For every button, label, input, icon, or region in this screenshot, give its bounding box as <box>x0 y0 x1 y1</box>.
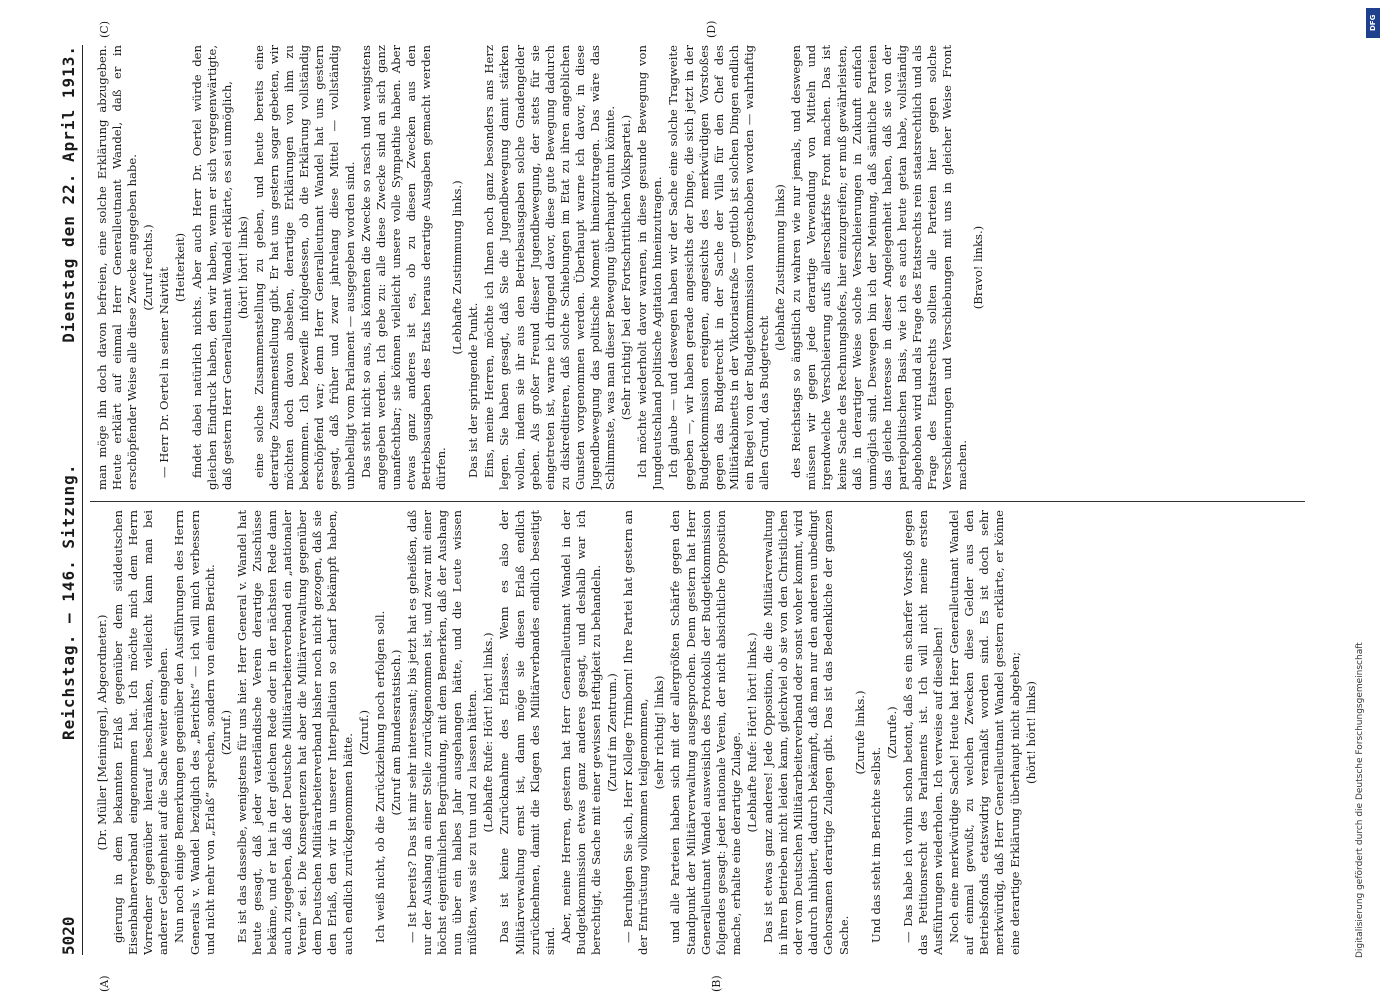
paragraph: (sehr richtig! links) <box>652 675 667 790</box>
paragraph: (Zurufe links.) <box>852 690 867 775</box>
paragraph: (lebhafte Zustimmung links) <box>773 184 788 351</box>
margin-letter-c: (C) <box>98 21 111 38</box>
session-title: Reichstag. — 146. Sitzung. <box>59 463 78 740</box>
paragraph: und alle Parteien haben sich mit der allergrößten Schärfe gegen den Standpunkt der Militärverwaltung ausgesprochen. Denn gestern hat Herr Generalleutnant Wandel ausweislich des Protokolls der Budgetkommission folgendes gesagt: jeder nationale Verein, der nicht absichtliche Opposition mache, erhalte eine derartige Zulage. <box>668 510 743 955</box>
page-header <box>50 45 83 955</box>
dfg-logo: DFG <box>1366 8 1380 38</box>
paragraph: (Zurufe.) <box>884 706 899 759</box>
paragraph: des Reichstags so ängstlich zu wahren wie nur jemals, und deswegen müssen wir gegen jede derartige Verwendung von Mitteln und irgendwelche Verschleierung aufs allerschärfste Front machen. Das ist keine Sache des Rechnungshofes, hier einzugreifen; er muß gewährleisten, daß in derartiger Weise solche Verschleierungen in Zukunft einfach unmöglich sind. Deswegen bin ich der Meinung, daß sämtliche Parteien das gleiche Interesse in dieser Angelegenheit haben, daß sie von der parteipolitischen Basis, wie ich es auch heute getan habe, vollständig abgehoben wird und als Frage des Etatsrechts rein staatsrechtlich und als Frage des Etatsrechts sollten alle Parteien hier gegen solche Verschleierungen und Verschiebungen mit uns in gleicher Weise Front machen. <box>789 45 970 490</box>
session-date: Dienstag den 22. April 1913. <box>59 45 78 343</box>
paragraph: gierung in dem bekannten Erlaß gegenüber dem süddeutschen Eisenbahnerverband eingenommen hat. Ich möchte mich dem Herrn Vorredner gegenüber hierauf beschränken, vielleicht kann man bei anderer Gelegenheit auf die Sache weiter eingehen. <box>111 510 171 955</box>
paragraph: — Beruhigen Sie sich, Herr Kollege Trimborn! Ihre Partei hat gestern an der Entrüstung vollkommen teilgenommen, <box>621 510 651 955</box>
paragraph: Ich weiß nicht, ob die Zurückziehung noch erfolgen soll. <box>372 610 387 943</box>
paragraph: man möge ihn doch davon befreien, eine solche Erklärung abzugeben. Heute erklärt auf einmal Herr Generalleutnant Wandel, daß er in erschöpfender Weise alle diese Zwecke angegeben habe. <box>95 45 140 490</box>
paragraph: Ich glaube — und deswegen haben wir der Sache eine solche Tragweite gegeben —, wir haben gerade angesichts der Dinge, die sich jetzt in der Budgetkommission ereignen, angesichts des merkwürdigen Vorstoßes gegen das Budgetrecht in der Sache der Villa für den Chef des Militärkabinetts in der Viktoriastraße — gottlob ist solchen Dingen endlich ein Riegel von der Budgetkommission vorgeschoben worden — wahrhaftig allen Grund, das Budgetrecht <box>666 45 772 490</box>
paragraph: Noch eine merkwürdige Sache! Heute hat Herr Generalleutnant Wandel auf einmal gewußt, zu welchen Zwecken diese Gelder aus den Betriebsfonds etatswidrig veranlaßt worden sind. Es ist doch sehr merkwürdig, daß Herr Generalleutnant Wandel gestern erklärte, er könne eine derartige Erklärung überhaupt nicht abgeben; <box>947 510 1022 955</box>
page-number: 5020 <box>59 916 78 955</box>
left-text-column <box>95 510 1300 955</box>
paragraph: — Herr Dr. Oertel in seiner Naivität <box>157 267 172 478</box>
paragraph: Das ist etwas ganz anderes! Jede Opposition, die die Militärverwaltung in ihren Betrieben nicht leiden kann, gleichviel ob sie von den Christlichen oder vom Deutschen Militärarbeiterverband oder sonst woher kommt, wird dadurch inhibiert, dadurch bekämpft, daß man nur den anderen unbedingt Gehorsamen derartige Zulagen gibt. Das ist das Bedenkliche der ganzen Sache. <box>761 510 851 955</box>
paragraph: Aber, meine Herren, gestern hat Herr Generalleutnant Wandel in der Budgetkommission etwas ganz anderes gesagt, und deshalb war ich berechtigt, die Sache mit einer gewissen Heftigkeit zu behandeln. <box>558 510 603 955</box>
paragraph: Ich möchte wiederholt davor warnen, in diese gesunde Bewegung von Jungdeutschland politische Agitation hineinzutragen. <box>635 45 665 490</box>
paragraph: (Zuruf im Zentrum.) <box>605 673 620 792</box>
paragraph: (Heiterkeit) <box>173 232 188 303</box>
paragraph: Es ist das dasselbe, wenigstens für uns hier. Herr General v. Wandel hat heute gesagt, daß jeder vaterländische Verein derartige Zuschüsse bekäme, und er hat in der gleichen Rede oder in der nächsten Rede dann auch zugegeben, daß der Deutsche Militärarbeiterverband ein „nationaler Verein“ sei. Die Konsequenzen hat aber die Militärverwaltung gegenüber dem Deutschen Militärarbeiterverband bisher noch nicht gezogen, daß sie den Erlaß, den wir in unserer Interpellation so scharf bekämpft haben, auch endlich zurückgenommen hätte. <box>234 510 355 955</box>
paragraph: Eins, meine Herren, möchte ich Ihnen noch ganz besonders ans Herz legen. Sie haben gesagt, daß Sie die Jugendbewegung damit stärken wollen, indem sie ihr aus den Betriebsausgaben solche Gnadengelder geben. Als großer Freund dieser Jugendbewegung, der stets für sie eingetreten ist, warne ich dringend davor, diese gute Bewegung dadurch zu diskreditieren, daß solche Schiebungen im Etat zu ihren angeblichen Gunsten vorgenommen werden. Überhaupt warne ich davor, in diese Jugendbewegung das politische Moment hineinzutragen. Das wäre das Schlimmste, was man dieser Bewegung überhaupt antun könnte. <box>482 45 618 490</box>
right-text-column <box>95 45 1300 490</box>
margin-letter-d: (D) <box>705 20 718 38</box>
paragraph: (Zuruf.) <box>218 709 233 756</box>
paragraph: — Das habe ich vorhin schon betont, daß es ein scharfer Vorstoß gegen das Petitionsrecht des Parlaments ist. Ich will nicht meine ersten Ausführungen wiederholen. Ich verweise auf dieselben! <box>900 510 946 955</box>
margin-letter-a: (A) <box>98 975 111 992</box>
paragraph: Das steht nicht so aus, als könnten die Zwecke so rasch und wenigstens angegeben werden. Ich gebe zu: alle diese Zwecke sind an sich ganz unanfechtbar; sie können vielleicht unsere volle Sympathie haben. Aber etwas ganz anderes ist es, ob zu diesen Zwecken aus den Betriebsausgaben des Etats heraus derartige Ausgaben gemacht werden dürfen. <box>358 45 449 490</box>
paragraph: eine solche Zusammenstellung zu geben, und heute bereits eine derartige Zusammenstellung gibt. Er hat uns gestern sogar gebeten, wir möchten doch davon absehen, derartige Erklärungen von ihm zu bekommen. Ich bezweifle infolgedessen, ob die Erklärung vollständig erschöpfend war; denn Herr Generalleutnant Wandel hat uns gestern gesagt, daß früher und zwar jahrelang diese Mittel — vollständig unbehelligt vom Parlament — ausgegeben worden sind. <box>251 45 357 490</box>
paragraph: (Sehr richtig! bei der Fortschrittlichen Volkspartei.) <box>619 114 634 421</box>
paragraph: (hört! hört! links) <box>235 216 250 319</box>
paragraph: — Ist bereits? Das ist mir sehr interessant; bis jetzt hat es geheißen, daß nur der Aushang an einer Stelle zurückgenommen ist, und zwar mit einer höchst eigentümlichen Begründung, mit dem Bemerken, daß der Aushang nun über ein halbes Jahr ausgehangen hätte, und die Leute wissen müßten, was sie zu tun und zu lassen hätten. <box>404 510 480 955</box>
paragraph: (Zuruf rechts.) <box>141 224 156 311</box>
paragraph: findet dabei natürlich nichts. Aber auch Herr Dr. Oertel würde den gleichen Eindruck haben, den wir haben, wenn er sich vergegenwärtigte, daß gestern Herr Generalleutnant Wandel erklärte, es sei unmöglich, <box>189 45 234 490</box>
paragraph: Das ist keine Zurücknahme des Erlasses. Wenn es also der Militärverwaltung ernst ist, dann möge sie diesen Erlaß endlich zurücknehmen, damit die Klagen des Militärverbandes endlich beseitigt sind. <box>497 510 557 955</box>
paragraph: (Lebhafte Zustimmung links.) <box>450 180 465 355</box>
margin-letter-b: (B) <box>710 975 723 992</box>
paragraph: (Zuruf.) <box>356 709 371 756</box>
paragraph: (Lebhafte Rufe: Hört! hört! links.) <box>744 632 759 833</box>
paragraph: Nun noch einige Bemerkungen gegenüber den Ausführungen des Herrn Generals v. Wandel bezüglich des „Berichts“ — ich will mich verbessern und nicht mehr von „Erlaß“ sprechen, sondern von einem Bericht. <box>172 510 217 955</box>
column-divider <box>90 501 1305 502</box>
paragraph: (Bravo! links.) <box>971 225 986 310</box>
paragraph: (Dr. Müller [Meiningen], Abgeordneter.) <box>95 614 109 851</box>
paragraph: Das ist der springende Punkt. <box>466 302 481 478</box>
paragraph: (Lebhafte Rufe: Hört! hört! links.) <box>481 632 496 833</box>
paragraph: (Zuruf am Bundesratstisch.) <box>388 649 403 816</box>
paragraph: Und das steht im Berichte selbst. <box>868 746 883 943</box>
digitization-credit <box>1350 8 1370 998</box>
paragraph: (hört! hört! links) <box>1023 681 1038 784</box>
digitization-credit-text: Digitalisierung gefördert durch die Deutsche Forschungsgemeinschaft <box>1355 642 1365 958</box>
